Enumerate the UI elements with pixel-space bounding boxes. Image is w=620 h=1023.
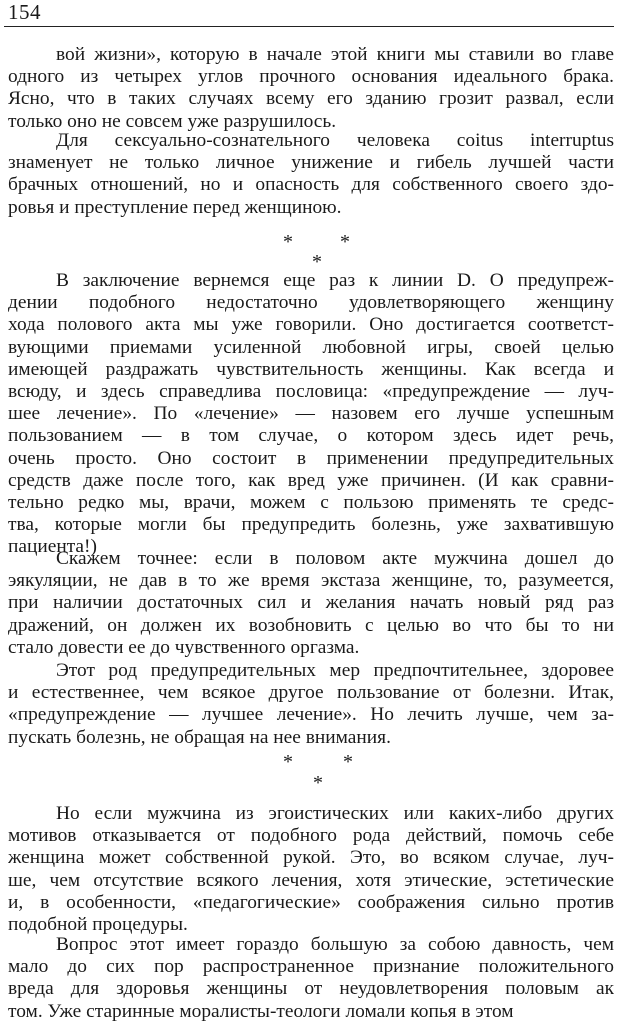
text-line: и, в особенности, «педагогические» соображения сильно против — [8, 891, 614, 913]
section-separator-asterisk: * — [283, 751, 293, 773]
section-separator-asterisk: * — [340, 231, 350, 253]
text-line: пользованием — в том случае, о котором здесь идет речь, — [8, 425, 614, 447]
text-line: шее лечение». По «лечение» — назовем его лучше успешным — [8, 403, 614, 425]
text-line: стало довести ее до чувственного оргазма. — [8, 636, 360, 658]
text-line: вреда для здоровья женщины от неудовлетворения половым ак — [8, 978, 614, 1000]
text-line: женщина может собственной рукой. Это, во всяком случае, луч- — [8, 847, 614, 869]
text-line: при наличии достаточных сил и желания начать новый ряд раз — [8, 592, 614, 614]
text-line: дражений, он должен их возобновить с целью во что бы то ни — [8, 614, 614, 636]
text-line: пациента!) — [8, 536, 97, 558]
page-number: 154 — [8, 0, 41, 24]
text-line: «предупреждение — лучшее лечение». Но лечить лучше, чем за- — [8, 704, 614, 726]
text-line: средств даже после того, как вред уже причинен. (И как сравни- — [8, 469, 614, 491]
section-separator-asterisk: * — [343, 751, 353, 773]
header-rule — [4, 26, 614, 27]
text-line: подобной процедуры. — [8, 914, 188, 935]
section-separator-asterisk: * — [283, 231, 293, 253]
text-line: хода полового акта мы уже говорили. Оно достигается соответст- — [8, 314, 614, 336]
text-line: мотивов отказывается от подобного рода действий, помочь себе — [8, 825, 614, 847]
section-separator-asterisk: * — [312, 251, 322, 273]
text-line: дении подобного недостаточно удовлетворяющего женщину — [8, 292, 614, 314]
text-line: только оно не совсем уже разрушилось. — [8, 110, 337, 132]
section-separator-asterisk: * — [313, 772, 323, 794]
text-line: тельно редко мы, врачи, можем с пользою применять те средс- — [8, 492, 614, 513]
text-line: вой жизни», которую в начале этой книги мы ставили во главе — [56, 44, 614, 65]
text-line: Этот род предупредительных мер предпочтительнее, здоровее — [56, 660, 614, 681]
text-line: одного из четырех углов прочного основания идеального брака. — [8, 66, 614, 88]
text-line: том. Уже старинные моралисты-теологи ломали копья в этом — [8, 1000, 514, 1022]
text-line: вующими приемами усиленной любовной игры, своей целью — [8, 336, 614, 358]
text-line: всюду, и здесь справедлива пословица: «предупреждение — луч- — [8, 381, 614, 402]
text-line: эякуляции, не дав в то же время экстаза женщине, то, разумеется, — [8, 570, 614, 592]
page-header — [4, 0, 614, 30]
text-line: знаменует не только личное унижение и гибель лучшей части — [8, 152, 614, 174]
text-line: Но если мужчина из эгоистических или каких-либо других — [56, 803, 614, 824]
text-line: имеющей раздражать чувствительность женщины. Как всегда и — [8, 358, 614, 380]
text-line: Скажем точнее: если в половом акте мужчина дошел до — [56, 548, 614, 569]
text-line: пускать болезнь, не обращая на нее внимания. — [8, 726, 391, 748]
text-line: ровья и преступление перед женщиною. — [8, 196, 342, 218]
text-line: брачных отношений, но и опасность для собственного своего здо- — [8, 174, 614, 196]
text-line: Вопрос этот имеет гораздо большую за собою давность, чем — [56, 934, 614, 955]
text-line: ше, чем отсутствие всякого лечения, хотя этические, эстетические — [8, 869, 614, 891]
text-line: В заключение вернемся еще раз к линии D. О предупреж- — [56, 270, 614, 291]
text-line: Ясно, что в таких случаях всему его зданию грозит развал, если — [8, 88, 614, 110]
text-line: Для сексуально-сознательного человека coitus interruptus — [56, 130, 614, 151]
text-line: очень просто. Оно состоит в применении предупредительных — [8, 447, 614, 469]
text-line: тва, которые могли бы предупредить болезнь, уже захватившую — [8, 514, 614, 536]
text-line: мало до сих пор распространенное признание положительного — [8, 956, 614, 978]
text-line: и естественнее, чем всякое другое пользование от болезни. Итак, — [8, 682, 614, 704]
